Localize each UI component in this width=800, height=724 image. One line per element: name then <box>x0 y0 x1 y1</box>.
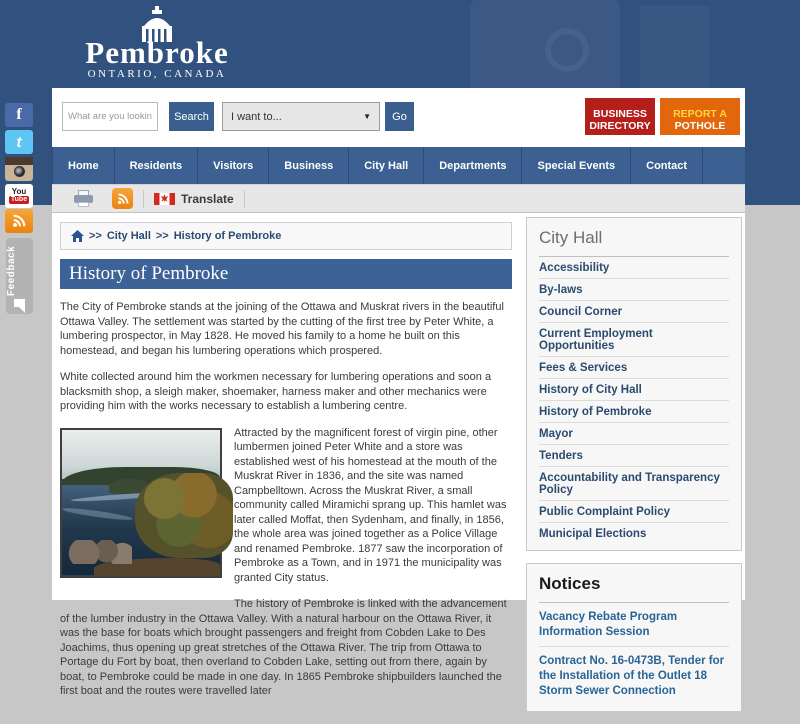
article <box>60 259 512 711</box>
article-paragraph-4: The history of Pembroke is linked with the advancement of the lumber industry in the Ottawa Valley. With a natural harbour on the Ottawa River, it was the base for boats which brought passengers and freight from Cobden Lake to Des Joachims, thus opening up great stretches of the Ottawa River. The trip from Ottawa to Portage du Fort by boat, then overland to Cobden Lake, setting out from there, again by boat, to Pembroke could be made in one day. In 1865 Pembroke shipbuilders launched the first boat and the routes were travelled later <box>60 598 507 697</box>
sidebar-item-history-city-hall[interactable]: History of City Hall <box>539 379 729 401</box>
home-icon[interactable] <box>71 230 84 242</box>
site-logo[interactable] <box>62 6 252 80</box>
page-toolbar <box>52 184 745 213</box>
report-pothole-line1: REPORT A <box>673 107 727 120</box>
toolbar-separator <box>143 190 144 208</box>
breadcrumb-city-hall-link[interactable]: City Hall <box>106 230 151 242</box>
business-directory-button[interactable] <box>585 98 655 135</box>
report-pothole-button[interactable] <box>660 98 740 135</box>
header-watermark <box>640 6 710 92</box>
nav-item-residents[interactable]: Residents <box>115 147 199 184</box>
rss-feed-icon[interactable] <box>112 188 133 209</box>
facebook-icon[interactable]: f <box>5 103 33 127</box>
main-navigation <box>52 147 745 184</box>
i-want-to-dropdown[interactable] <box>222 102 380 131</box>
sidebar-item-public-complaint-policy[interactable]: Public Complaint Policy <box>539 501 729 523</box>
twitter-icon[interactable]: t <box>5 130 33 154</box>
sidebar-item-tenders[interactable]: Tenders <box>539 445 729 467</box>
sidebar-item-accountability-policy[interactable]: Accountability and Transparency Policy <box>539 467 729 501</box>
nav-item-special-events[interactable]: Special Events <box>522 147 631 184</box>
notices-title: Notices <box>539 574 729 603</box>
sidebar-item-fees-services[interactable]: Fees & Services <box>539 357 729 379</box>
sidebar-item-by-laws[interactable]: By-laws <box>539 279 729 301</box>
feedback-bubble-icon <box>14 299 25 307</box>
report-pothole-line2: POTHOLE <box>674 119 726 132</box>
rss-waves-icon <box>117 193 129 205</box>
page-title: History of Pembroke <box>60 259 512 289</box>
nav-item-visitors[interactable]: Visitors <box>198 147 269 184</box>
nav-item-city-hall[interactable]: City Hall <box>349 147 424 184</box>
print-output <box>78 202 89 207</box>
canada-flag-icon <box>154 193 175 205</box>
print-icon[interactable] <box>74 190 94 207</box>
nav-item-home[interactable]: Home <box>52 147 115 184</box>
article-paragraph-2: White collected around him the workmen necessary for lumbering operations and soon a blacksmith shop, a sleigh maker, shoemaker, harness maker and other mechanics were providing him with the works necessary to establish a lumbering centre. <box>60 371 492 412</box>
nav-item-contact[interactable]: Contact <box>631 147 703 184</box>
content-container <box>52 88 745 697</box>
instagram-camera-lens <box>14 166 25 177</box>
translate-button[interactable] <box>154 192 234 206</box>
notice-contract-tender-link[interactable]: Contract No. 16-0473B, Tender for the Installation of the Outlet 18 Storm Sewer Connection <box>539 655 725 697</box>
right-sidebar <box>526 217 742 724</box>
logo-title: Pembroke <box>85 35 229 70</box>
instagram-camera-band <box>5 157 33 165</box>
header-watermark <box>545 28 589 72</box>
sidebar-item-mayor[interactable]: Mayor <box>539 423 729 445</box>
city-hall-menu <box>526 217 742 551</box>
instagram-icon[interactable] <box>5 157 33 181</box>
youtube-you-text: You <box>11 187 27 196</box>
go-button[interactable]: Go <box>385 102 414 131</box>
breadcrumb-separator: >> <box>155 230 169 242</box>
sidebar-item-council-corner[interactable]: Council Corner <box>539 301 729 323</box>
breadcrumb-current-page: History of Pembroke <box>173 230 282 242</box>
translate-label: Translate <box>181 191 234 206</box>
sidebar-item-municipal-elections[interactable]: Municipal Elections <box>539 528 647 540</box>
article-paragraph-1: The City of Pembroke stands at the joining of the Ottawa and Muskrat rivers in the beautiful Ottawa Valley. The settlement was started by the cutting of the first tree by Peter White, a lumbering prospector, in May 1828. He moved his family to a home he built on this homestead, and began his lumbering operations which prospered. <box>60 301 504 357</box>
sidebar-title: City Hall <box>539 228 729 257</box>
logo-subtitle: ONTARIO, CANADA <box>87 68 227 80</box>
rss-waves-icon <box>12 214 26 228</box>
sidebar-item-employment[interactable]: Current Employment Opportunities <box>539 323 729 357</box>
chevron-down-icon: ▼ <box>363 112 371 121</box>
i-want-to-label: I want to... <box>231 110 282 123</box>
rss-icon[interactable] <box>5 209 33 233</box>
nav-item-business[interactable]: Business <box>269 147 349 184</box>
breadcrumb <box>60 222 512 250</box>
youtube-tube-text: Tube <box>10 196 28 203</box>
sidebar-item-history-pembroke[interactable]: History of Pembroke <box>539 401 729 423</box>
youtube-icon[interactable] <box>5 184 33 208</box>
maple-leaf-icon <box>160 194 169 203</box>
search-input[interactable] <box>62 102 158 131</box>
photo-autumn-trees <box>135 473 233 558</box>
feedback-label: Feedback <box>6 245 17 297</box>
business-directory-line2: DIRECTORY <box>589 119 651 132</box>
notice-vacancy-rebate-link[interactable]: Vacancy Rebate Program Information Session <box>539 603 729 647</box>
river-photo <box>60 428 222 578</box>
search-button[interactable]: Search <box>169 102 214 131</box>
notices-box <box>526 563 742 712</box>
photo-rocks <box>68 540 131 563</box>
nav-item-departments[interactable]: Departments <box>424 147 522 184</box>
toolbar-separator <box>244 190 245 208</box>
sidebar-item-accessibility[interactable]: Accessibility <box>539 257 729 279</box>
business-directory-line1: BUSINESS <box>593 107 647 120</box>
feedback-tab[interactable] <box>6 238 33 314</box>
breadcrumb-separator: >> <box>89 230 102 242</box>
article-paragraph-3: Attracted by the magnificent forest of virgin pine, other lumbermen joined Peter White and a store was established west of his homestead at the mouth of the Muskrat River in 1836, and the site was named Campbelltown. Across the Muskrat River, a small community called Miramichi sprang up. This hamlet was later called Moffat, then Sydenham, and finally, in 1856, the whole area was joined together as a Police Village and renamed Pembroke. 1877 saw the incorporation of Pembroke as a Town, and in 1971 the municipality was granted City status. <box>234 426 507 584</box>
